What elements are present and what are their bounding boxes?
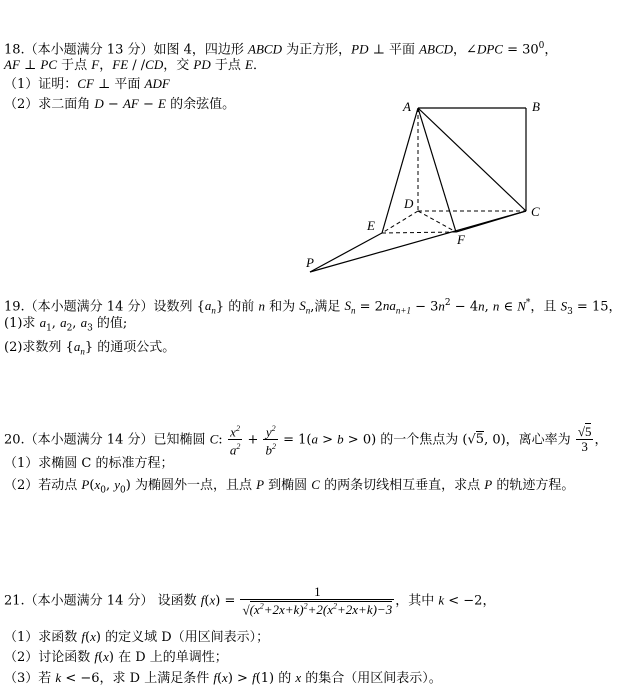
- label-C: C: [531, 204, 540, 219]
- q19-part2: (2)求数列 $\{a_n\}$ 的通项公式。: [4, 339, 176, 357]
- label-F: F: [457, 232, 465, 247]
- label-P: P: [306, 255, 314, 270]
- q20-part1: （1）求椭圆 C 的标准方程；: [4, 456, 174, 471]
- q18-line1: 18.（本小题满分 13 分）如图 4，四边形 ABCD 为正方形，PD ⊥ 平面 ABCD，∠DPC = $30^0$，: [4, 41, 558, 58]
- q21-part3: （3）若 k < −6，求 D 上满足条件 f(x) > f(1) 的 x 的集合（用区间表示）。: [4, 670, 442, 686]
- label-A: A: [403, 99, 411, 114]
- q20-line1: 20.（本小题满分 14 分）已知椭圆 C: $\frac{x^2}{a^2}$ + $\frac{y^2}{b^2}$ = 1(a > b > 0) 的一个焦点为 (√5, 0)，离心率为 $\frac{√5}{3}$ ，: [4, 424, 608, 458]
- label-E: E: [367, 218, 375, 233]
- q21-line1: 21.（本小题满分 14 分） 设函数 f(x) = $\frac{1}{√(x^2+2x+k)^2+2(x^2+2x+k)-3}$ ，其中 k < −2，: [4, 584, 496, 618]
- edge-EF: [382, 232, 456, 233]
- edge-AE: [382, 108, 418, 233]
- label-D: D: [404, 196, 414, 211]
- q20-part2: （2）若动点 $P(x_0$, $y_0$) 为椭圆外一点，且点 P 到椭圆 C 的两条切线相互垂直，求点 P 的轨迹方程。: [4, 477, 575, 496]
- q18-part2: （2）求二面角 D − AF − E 的余弦值。: [4, 96, 236, 112]
- q18-line2: AF ⊥ PC 于点 F，FE / /CD，交 PD 于点 E．: [4, 57, 266, 73]
- label-B: B: [532, 99, 540, 114]
- edge-PE: [310, 233, 382, 272]
- edge-FC: [456, 211, 526, 232]
- q21-part1: （1）求函数 f(x) 的定义域 D（用区间表示）；: [4, 629, 270, 645]
- q19-line1: 19.（本小题满分 14 分）设数列 $\{a_n\}$ 的前 n 和为 $S_n$,满足 $S_n = 2na_{n+1} - 3n^2 - 4n$, n ∈ N*，且 $S_3 = 15$，: [4, 298, 622, 317]
- q18-part1: （1）证明：CF ⊥ 平面 ADF: [4, 76, 170, 92]
- q21-part2: （2）讨论函数 f(x) 在 D 上的单调性；: [4, 649, 228, 665]
- q19-part1: (1)求 $a_1$, $a_2$, $a_3$ 的值;: [4, 315, 128, 334]
